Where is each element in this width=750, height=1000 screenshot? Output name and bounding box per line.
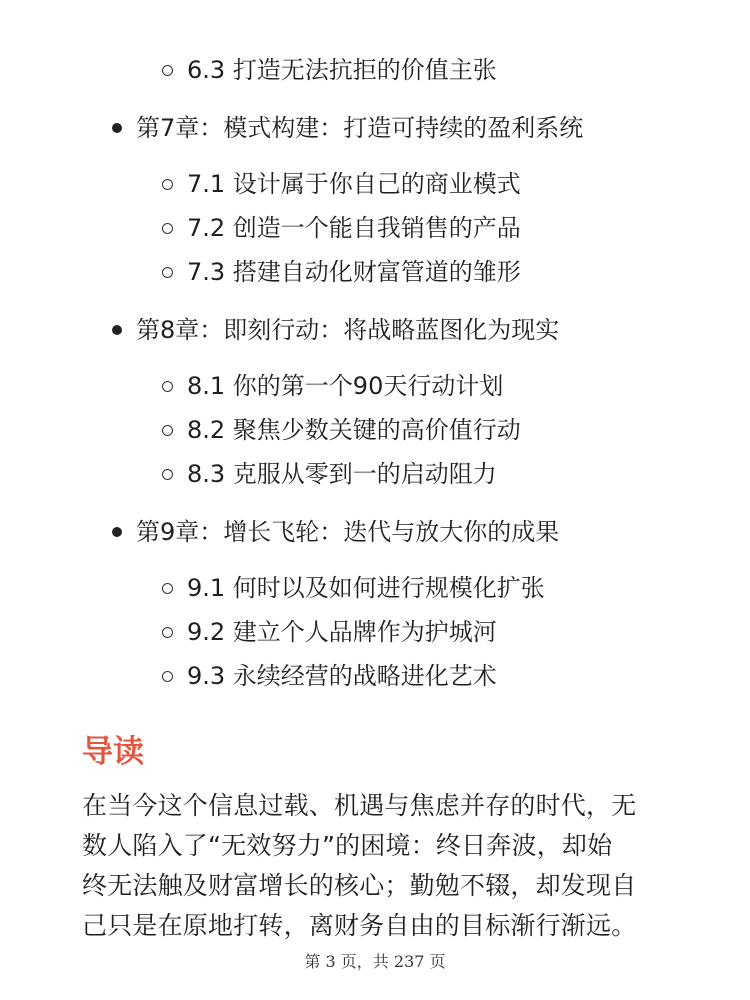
circle-bullet-icon: [162, 381, 173, 392]
toc-item-7-2[interactable]: [162, 206, 521, 250]
circle-bullet-icon: [162, 627, 173, 638]
intro-paragraph: [82, 786, 672, 946]
toc-item-text: 第8章：即刻行动：将战略蓝图化为现实: [136, 316, 560, 344]
intro-line: 数人陷入了“无效努力”的困境：终日奔波，却始: [82, 831, 613, 860]
toc-item-text: 9.2 建立个人品牌作为护城河: [187, 618, 497, 646]
circle-bullet-icon: [162, 469, 173, 480]
toc-chapter-7[interactable]: [112, 106, 583, 150]
page-number-footer: 第 3 页，共 237 页: [304, 952, 446, 971]
toc-item-9-1[interactable]: [162, 566, 545, 610]
circle-bullet-icon: [162, 583, 173, 594]
toc-item-text: 第7章：模式构建：打造可持续的盈利系统: [136, 114, 584, 142]
toc-item-text: 7.2 创造一个能自我销售的产品: [187, 214, 521, 242]
circle-bullet-icon: [162, 671, 173, 682]
circle-bullet-icon: [162, 267, 173, 278]
toc-item-8-2[interactable]: [162, 408, 521, 452]
circle-bullet-icon: [162, 425, 173, 436]
toc-item-9-3[interactable]: [162, 654, 497, 698]
intro-line: 在当今这个信息过载、机遇与焦虑并存的时代，无: [82, 791, 637, 820]
toc-item-7-1[interactable]: [162, 162, 521, 206]
toc-item-text: 8.1 你的第一个90天行动计划: [187, 372, 504, 400]
disc-bullet-icon: [112, 325, 122, 335]
disc-bullet-icon: [112, 123, 122, 133]
toc-item-text: 9.3 永续经营的战略进化艺术: [187, 662, 497, 690]
toc-item-8-1[interactable]: [162, 364, 503, 408]
toc-chapter-8[interactable]: [112, 308, 559, 352]
toc-item-text: 7.1 设计属于你自己的商业模式: [187, 170, 521, 198]
toc-item-9-2[interactable]: [162, 610, 497, 654]
circle-bullet-icon: [162, 65, 173, 76]
section-heading: 导读: [82, 734, 144, 770]
toc-item-8-3[interactable]: [162, 452, 497, 496]
toc-item-6-3[interactable]: [162, 48, 497, 92]
intro-line: 己只是在原地打转，离财务自由的目标渐行渐远。: [82, 911, 637, 940]
toc-item-7-3[interactable]: [162, 250, 521, 294]
toc-item-text: 7.3 搭建自动化财富管道的雏形: [187, 258, 521, 286]
toc-item-text: 9.1 何时以及如何进行规模化扩张: [187, 574, 545, 602]
circle-bullet-icon: [162, 179, 173, 190]
disc-bullet-icon: [112, 527, 122, 537]
toc-item-text: 6.3 打造无法抗拒的价值主张: [187, 56, 497, 84]
circle-bullet-icon: [162, 223, 173, 234]
toc-item-text: 8.3 克服从零到一的启动阻力: [187, 460, 497, 488]
toc-item-text: 第9章：增长飞轮：迭代与放大你的成果: [136, 518, 560, 546]
toc-chapter-9[interactable]: [112, 510, 559, 554]
toc-item-text: 8.2 聚焦少数关键的高价值行动: [187, 416, 521, 444]
intro-line: 终无法触及财富增长的核心；勤勉不辍，却发现自: [82, 871, 637, 900]
